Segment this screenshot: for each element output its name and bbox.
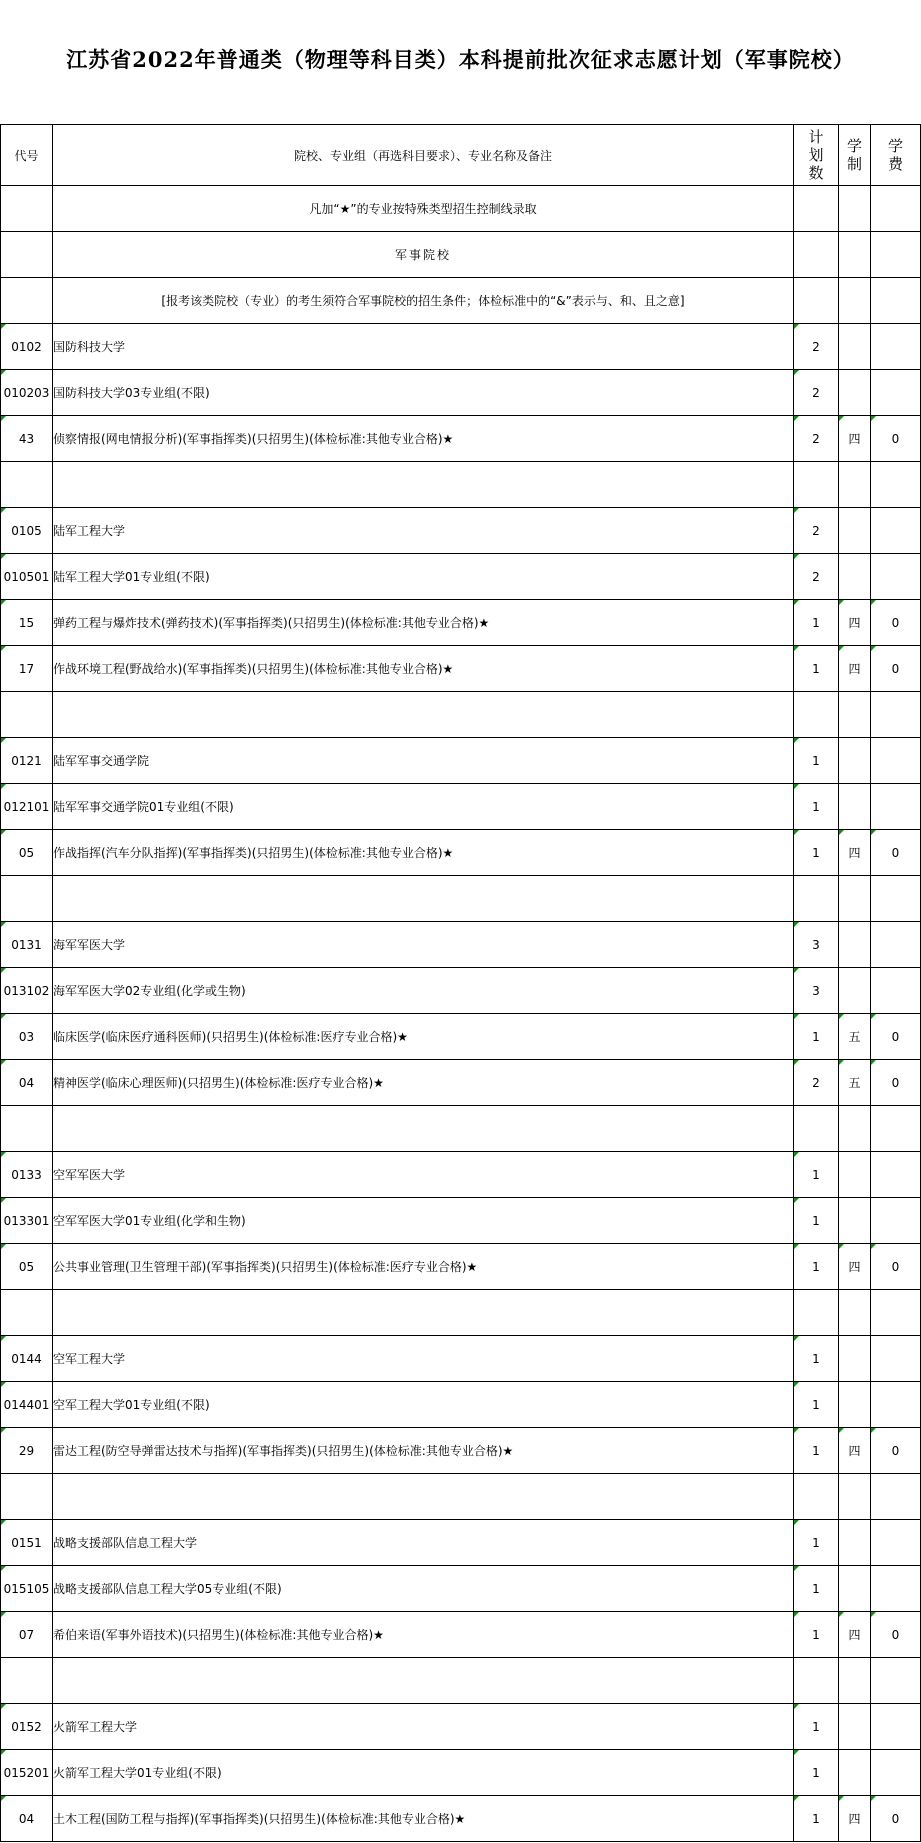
row-duration: [839, 1382, 871, 1428]
header-fee-text: 学 费: [887, 137, 903, 173]
row-duration: [839, 876, 871, 922]
row-plan: 3: [794, 968, 839, 1014]
row-fee: 0: [871, 1796, 921, 1842]
row-code: 0131: [1, 922, 53, 968]
row-duration: [839, 1658, 871, 1704]
row-fee: 0: [871, 600, 921, 646]
table-row: [1, 416, 921, 462]
row-plan: 1: [794, 1566, 839, 1612]
header-plan-text: 计 划 数: [808, 128, 824, 182]
table-row: [1, 1336, 921, 1382]
row-fee: [871, 968, 921, 1014]
row-code: 0102: [1, 324, 53, 370]
row-name: 战略支援部队信息工程大学05专业组(不限): [53, 1566, 794, 1612]
row-fee: 0: [871, 416, 921, 462]
table-row: [1, 370, 921, 416]
row-fee: [871, 1658, 921, 1704]
row-name: 空军工程大学: [53, 1336, 794, 1382]
row-name: 希伯来语(军事外语技术)(只招男生)(体检标准:其他专业合格)★: [53, 1612, 794, 1658]
row-code: [1, 462, 53, 508]
row-plan: 2: [794, 324, 839, 370]
row-name: 弹药工程与爆炸技术(弹药技术)(军事指挥类)(只招男生)(体检标准:其他专业合格)★: [53, 600, 794, 646]
row-code: [1, 1106, 53, 1152]
star-note-row: [1, 186, 921, 232]
row-fee: 0: [871, 1244, 921, 1290]
header-fee: [871, 125, 921, 186]
section-title: 军事院校: [53, 232, 794, 278]
row-name: 土木工程(国防工程与指挥)(军事指挥类)(只招男生)(体检标准:其他专业合格)★: [53, 1796, 794, 1842]
row-fee: [871, 462, 921, 508]
row-fee: [871, 324, 921, 370]
row-plan: 1: [794, 1152, 839, 1198]
table-row: [1, 1152, 921, 1198]
row-name: 空军工程大学01专业组(不限): [53, 1382, 794, 1428]
table-row: [1, 554, 921, 600]
row-code: [1, 876, 53, 922]
header-code: 代号: [1, 125, 53, 186]
row-fee: 0: [871, 646, 921, 692]
row-code: 0133: [1, 1152, 53, 1198]
page-title: 江苏省2022年普通类（物理等科目类）本科提前批次征求志愿计划（军事院校）: [66, 47, 855, 72]
section-title-row: [1, 232, 921, 278]
row-name: [53, 1290, 794, 1336]
row-code: 015105: [1, 1566, 53, 1612]
row-duration: 四: [839, 1244, 871, 1290]
row-plan: 1: [794, 1704, 839, 1750]
row-plan: 2: [794, 554, 839, 600]
row-duration: [839, 922, 871, 968]
table-row: [1, 1060, 921, 1106]
row-fee: [871, 784, 921, 830]
row-name: 陆军工程大学01专业组(不限): [53, 554, 794, 600]
row-code: 05: [1, 830, 53, 876]
row-fee: [871, 1750, 921, 1796]
header-plan: [794, 125, 839, 186]
row-fee: [871, 1566, 921, 1612]
row-code: 012101: [1, 784, 53, 830]
table-row: [1, 600, 921, 646]
spacer-row: [1, 1290, 921, 1336]
row-plan: 1: [794, 1244, 839, 1290]
row-name: 临床医学(临床医疗通科医师)(只招男生)(体检标准:医疗专业合格)★: [53, 1014, 794, 1060]
row-plan: 1: [794, 1520, 839, 1566]
row-name: 国防科技大学03专业组(不限): [53, 370, 794, 416]
row-code: 0144: [1, 1336, 53, 1382]
row-code: 010501: [1, 554, 53, 600]
row-plan: 1: [794, 1612, 839, 1658]
row-duration: [839, 370, 871, 416]
star-note: 凡加“★”的专业按特殊类型招生控制线录取: [53, 186, 794, 232]
row-duration: [839, 738, 871, 784]
row-fee: [871, 1520, 921, 1566]
spacer-row: [1, 1106, 921, 1152]
row-code: 0105: [1, 508, 53, 554]
spacer-row: [1, 462, 921, 508]
row-fee: [871, 1474, 921, 1520]
table-row: [1, 1796, 921, 1842]
row-fee: 0: [871, 1612, 921, 1658]
table-row: [1, 1566, 921, 1612]
row-plan: [794, 1106, 839, 1152]
row-duration: 四: [839, 600, 871, 646]
row-fee: [871, 370, 921, 416]
row-fee: [871, 922, 921, 968]
empty-cell: [794, 232, 839, 278]
row-plan: 1: [794, 1428, 839, 1474]
row-fee: [871, 1336, 921, 1382]
table-row: [1, 324, 921, 370]
row-plan: 2: [794, 1060, 839, 1106]
row-fee: [871, 1704, 921, 1750]
table-row: [1, 508, 921, 554]
row-plan: 1: [794, 1014, 839, 1060]
row-plan: 1: [794, 1796, 839, 1842]
row-code: 04: [1, 1060, 53, 1106]
row-fee: 0: [871, 1060, 921, 1106]
row-plan: [794, 876, 839, 922]
table-row: [1, 1520, 921, 1566]
row-plan: [794, 1290, 839, 1336]
table-row: [1, 830, 921, 876]
row-duration: [839, 508, 871, 554]
row-fee: [871, 1290, 921, 1336]
row-duration: [839, 1474, 871, 1520]
row-duration: [839, 554, 871, 600]
row-plan: 1: [794, 830, 839, 876]
row-code: 0121: [1, 738, 53, 784]
requirement-note: [报考该类院校（专业）的考生须符合军事院校的招生条件；体检标准中的“&”表示与、和、且之意]: [53, 278, 794, 324]
row-duration: 四: [839, 1428, 871, 1474]
row-duration: [839, 1750, 871, 1796]
empty-cell: [871, 278, 921, 324]
row-plan: [794, 462, 839, 508]
row-duration: 五: [839, 1060, 871, 1106]
empty-cell: [794, 186, 839, 232]
row-name: 作战指挥(汽车分队指挥)(军事指挥类)(只招男生)(体检标准:其他专业合格)★: [53, 830, 794, 876]
requirement-note-row: [1, 278, 921, 324]
row-duration: [839, 462, 871, 508]
row-plan: [794, 1474, 839, 1520]
header-name: 院校、专业组（再选科目要求）、专业名称及备注: [53, 125, 794, 186]
row-duration: [839, 968, 871, 1014]
empty-cell: [1, 278, 53, 324]
table-row: [1, 922, 921, 968]
row-fee: [871, 1382, 921, 1428]
row-plan: 2: [794, 370, 839, 416]
row-fee: [871, 738, 921, 784]
row-name: 空军军医大学01专业组(化学和生物): [53, 1198, 794, 1244]
row-plan: [794, 1658, 839, 1704]
row-name: 陆军军事交通学院01专业组(不限): [53, 784, 794, 830]
row-fee: [871, 554, 921, 600]
row-duration: [839, 784, 871, 830]
row-name: [53, 462, 794, 508]
empty-cell: [839, 186, 871, 232]
row-name: 陆军军事交通学院: [53, 738, 794, 784]
row-name: [53, 1106, 794, 1152]
row-code: 015201: [1, 1750, 53, 1796]
spacer-row: [1, 1474, 921, 1520]
row-code: [1, 1658, 53, 1704]
table-header-row: [1, 125, 921, 186]
row-duration: [839, 1290, 871, 1336]
row-duration: 四: [839, 830, 871, 876]
row-name: [53, 692, 794, 738]
table-row: [1, 968, 921, 1014]
row-plan: 1: [794, 646, 839, 692]
row-plan: [794, 692, 839, 738]
spacer-row: [1, 692, 921, 738]
table-row: [1, 1750, 921, 1796]
row-name: 空军军医大学: [53, 1152, 794, 1198]
row-fee: [871, 1152, 921, 1198]
row-name: 精神医学(临床心理医师)(只招男生)(体检标准:医疗专业合格)★: [53, 1060, 794, 1106]
row-duration: [839, 1704, 871, 1750]
table-row: [1, 1014, 921, 1060]
row-fee: 0: [871, 830, 921, 876]
empty-cell: [1, 232, 53, 278]
row-code: 013301: [1, 1198, 53, 1244]
row-plan: 1: [794, 600, 839, 646]
row-fee: [871, 508, 921, 554]
row-name: 雷达工程(防空导弹雷达技术与指挥)(军事指挥类)(只招男生)(体检标准:其他专业合格)★: [53, 1428, 794, 1474]
row-code: 0152: [1, 1704, 53, 1750]
table-row: [1, 738, 921, 784]
table-row: [1, 1382, 921, 1428]
row-duration: [839, 1336, 871, 1382]
row-name: 国防科技大学: [53, 324, 794, 370]
row-duration: [839, 1152, 871, 1198]
row-code: [1, 692, 53, 738]
spacer-row: [1, 1658, 921, 1704]
row-code: 013102: [1, 968, 53, 1014]
row-code: 0151: [1, 1520, 53, 1566]
row-plan: 1: [794, 1750, 839, 1796]
row-duration: 四: [839, 416, 871, 462]
spacer-row: [1, 876, 921, 922]
row-name: 侦察情报(网电情报分析)(军事指挥类)(只招男生)(体检标准:其他专业合格)★: [53, 416, 794, 462]
row-duration: [839, 1198, 871, 1244]
row-plan: 1: [794, 1382, 839, 1428]
row-fee: 0: [871, 1428, 921, 1474]
empty-cell: [794, 278, 839, 324]
row-name: [53, 1474, 794, 1520]
row-name: 火箭军工程大学01专业组(不限): [53, 1750, 794, 1796]
table-row: [1, 1198, 921, 1244]
row-code: 29: [1, 1428, 53, 1474]
row-fee: 0: [871, 1014, 921, 1060]
row-code: 05: [1, 1244, 53, 1290]
table-row: [1, 784, 921, 830]
row-code: 17: [1, 646, 53, 692]
row-code: 07: [1, 1612, 53, 1658]
row-code: 15: [1, 600, 53, 646]
row-plan: 3: [794, 922, 839, 968]
row-duration: 四: [839, 1612, 871, 1658]
row-name: [53, 1658, 794, 1704]
row-duration: [839, 1566, 871, 1612]
row-code: [1, 1474, 53, 1520]
table-row: [1, 1428, 921, 1474]
row-name: 战略支援部队信息工程大学: [53, 1520, 794, 1566]
row-duration: [839, 692, 871, 738]
admission-plan-table: [0, 124, 921, 1842]
row-name: 作战环境工程(野战给水)(军事指挥类)(只招男生)(体检标准:其他专业合格)★: [53, 646, 794, 692]
row-plan: 1: [794, 1198, 839, 1244]
row-code: 43: [1, 416, 53, 462]
table-row: [1, 646, 921, 692]
row-duration: 四: [839, 646, 871, 692]
row-plan: 2: [794, 508, 839, 554]
row-plan: 1: [794, 738, 839, 784]
empty-cell: [1, 186, 53, 232]
row-code: 010203: [1, 370, 53, 416]
row-duration: [839, 1520, 871, 1566]
row-plan: 1: [794, 784, 839, 830]
row-fee: [871, 876, 921, 922]
row-name: 海军军医大学02专业组(化学或生物): [53, 968, 794, 1014]
header-duration-text: 学 制: [846, 137, 862, 173]
table-row: [1, 1704, 921, 1750]
row-duration: 五: [839, 1014, 871, 1060]
row-plan: 1: [794, 1336, 839, 1382]
row-fee: [871, 1106, 921, 1152]
empty-cell: [871, 232, 921, 278]
row-code: 03: [1, 1014, 53, 1060]
row-name: 陆军工程大学: [53, 508, 794, 554]
row-code: 04: [1, 1796, 53, 1842]
row-name: 公共事业管理(卫生管理干部)(军事指挥类)(只招男生)(体检标准:医疗专业合格)★: [53, 1244, 794, 1290]
row-code: [1, 1290, 53, 1336]
table-row: [1, 1244, 921, 1290]
row-duration: 四: [839, 1796, 871, 1842]
row-name: [53, 876, 794, 922]
header-duration: [839, 125, 871, 186]
empty-cell: [839, 232, 871, 278]
row-fee: [871, 1198, 921, 1244]
row-duration: [839, 1106, 871, 1152]
table-row: [1, 1612, 921, 1658]
row-name: 火箭军工程大学: [53, 1704, 794, 1750]
row-code: 014401: [1, 1382, 53, 1428]
row-fee: [871, 692, 921, 738]
row-plan: 2: [794, 416, 839, 462]
empty-cell: [839, 278, 871, 324]
row-duration: [839, 324, 871, 370]
row-name: 海军军医大学: [53, 922, 794, 968]
empty-cell: [871, 186, 921, 232]
